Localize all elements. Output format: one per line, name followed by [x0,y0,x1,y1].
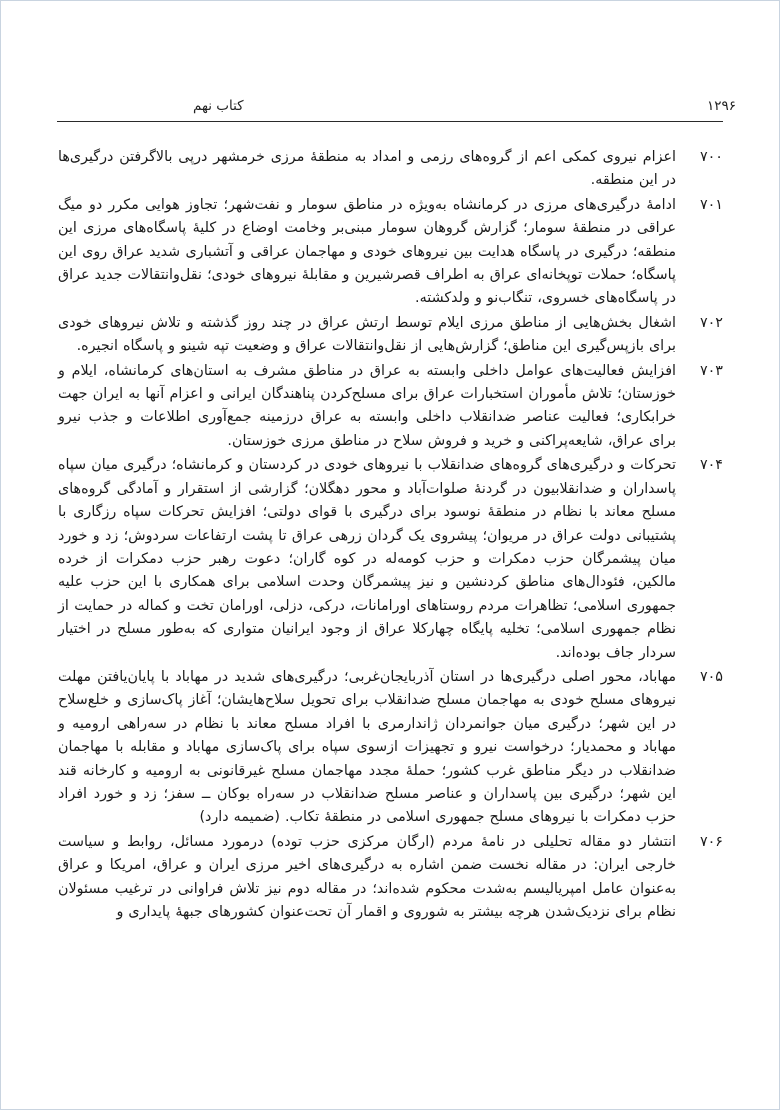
entry-text: ادامهٔ درگیری‌های مرزی در کرمانشاه به‌ویژه در مناطق سومار و نفت‌شهر؛ تجاوز هوایی مکرر دو میگ عراقی در منطقهٔ سومار؛ گزارش گروهان سومار مبنی‌بر وخامت اوضاع در کلیهٔ پاسگاه‌های مرزی این منطقه؛ درگیری در پاسگاه هدایت بین نیروهای خودی و مهاجمان عراقی و آتشباری شدید عراق روی این پاسگاه؛ حملات توپخانه‌ای عراق به اطراف قصرشیرین و مقابلهٔ نیروهای خودی؛ نقل‌وانتقالات جدید عراق در پاسگاه‌های خسروی، تنگاب‌نو و ولدکشته. [58,196,676,307]
book-title: کتاب نهم [193,98,244,114]
entry-text: مهاباد، محور اصلی درگیری‌ها در استان آذربایجان‌غربی؛ درگیری‌های شدید در مهاباد با پایان‌یافتن مهلت نیروهای مسلح خودی به مهاجمان مسلح ضدانقلاب برای تحویل سلاح‌هایشان؛ آغاز پاک‌سازی و خلع‌سلاح در این شهر؛ درگیری میان جوانمردان ژاندارمری با افراد مسلح معاند با نظام در سه‌راهی ارومیه و مهاباد و محمدیار؛ درخواست نیرو و تجهیزات ازسوی سپاه برای پاک‌سازی مهاباد و مقابله با مهاجمان ضدانقلاب در دیگر مناطق غرب کشور؛ حملهٔ مجدد مهاجمان مسلح غیرقانونی به ارومیه و کارخانه قند این شهر؛ درگیری بین پاسداران و عناصر مسلح ضدانقلاب در سه‌راه بوکان ــ سفز؛ زد و خورد افراد حزب دمکرات با نیروهای مسلح جمهوری اسلامی در منطقهٔ تکاب. (ضمیمه دارد) [58,668,676,826]
entry-row [58,194,723,311]
entry-number: ۷۰۲ [699,314,723,331]
entry-row [58,831,723,925]
entry-text: اشغال بخش‌هایی از مناطق مرزی ایلام توسط ارتش عراق در چند روز گذشته و تلاش نیروهای خودی برای بازپس‌گیری این مناطق؛ گزارش‌هایی از نقل‌وانتقالات عراق و وضعیت تپه شینو و پاسگاه انجیره. [58,314,676,355]
entry-number: ۷۰۵ [699,668,723,685]
entry-text: تحرکات و درگیری‌های گروه‌های ضدانقلاب با نیروهای خودی در کردستان و کرمانشاه؛ درگیری میان سپاه پاسداران و ضدانقلابیون در گردنهٔ صلوات‌آباد و محور دهگلان؛ گزارشی از استقرار و آمادگی گروه‌های مسلح معاند با نظام در منطقهٔ نوسود برای درگیری با قوای دولتی؛ افزایش تحرکات سپاه رزگاری با پشتیبانی دولت عراق در مریوان؛ پیشروی یک گردان زرهی عراق تا پشت ارتفاعات سردوش؛ زد و خورد میان پیشمرگان حزب دمکرات و حزب کومه‌له در کوه گاران؛ دعوت رهبر حزب دمکرات از خرده مالکین، فئودال‌های مناطق کردنشین و نیز پیشمرگان وحدت اسلامی برای همکاری با این حزب علیه جمهوری اسلامی؛ تظاهرات مردم روستاهای اورامانات، درکی، دزلی، اورامان تخت و کماله در حمایت از نظام جمهوری اسلامی؛ تخلیه پایگاه چهارکلا عراق از وجود ایرانیان متواری که به‌طور مسلح در اختیار سردار جاف بوده‌اند. [58,457,676,661]
entry-row [58,454,723,665]
entry-row [58,360,723,454]
entry-text: افزایش فعالیت‌های عوامل داخلی وابسته به عراق در مناطق مشرف به استان‌های کرمانشاه، ایلام و خوزستان؛ تلاش مأموران استخبارات عراق برای مسلح‌کردن پناهندگان ایرانی و اعزام آنها به ایران جهت خرابکاری؛ فعالیت عناصر ضدانقلاب داخلی وابسته به عراق درزمینه جمع‌آوری اطلاعات و جذب نیرو برای عراق، شایعه‌پراکنی و خرید و فروش سلاح در مناطق مرزی خوزستان. [58,362,676,449]
entry-number: ۷۰۰ [699,149,723,165]
entry-row [58,146,723,193]
header-divider [57,121,723,122]
entries-list [58,146,723,925]
entry-text: انتشار دو مقاله تحلیلی در نامهٔ مردم (ارگان مرکزی حزب توده) درمورد مسائل، روابط و سیاست خارجی ایران: در مقاله نخست ضمن اشاره به درگیری‌های اخیر مرزی ایران و عراق، امریکا و عراق به‌عنوان عامل امپریالیسم به‌شدت محکوم شده‌اند؛ در مقاله دوم نیز تلاش فراوانی در ترغیب مسئولان نظام برای نزدیک‌شدن هرچه بیشتر به شوروی و اقمار آن تحت‌عنوان کشورهای جبههٔ پایداری و [58,833,676,920]
entry-number: ۷۰۱ [699,196,723,213]
entry-row [58,312,723,359]
entry-number: ۷۰۴ [699,457,723,474]
entry-row [58,666,723,830]
page-header [0,98,780,118]
page-number: ۱۲۹۶ [706,98,736,114]
entry-number: ۷۰۶ [699,833,723,850]
entry-text: اعزام نیروی کمکی اعم از گروه‌های رزمی و امداد به منطقهٔ مرزی خرمشهر درپی بالاگرفتن درگیری‌ها در این منطقه. [58,149,676,189]
entry-number: ۷۰۳ [699,362,723,379]
